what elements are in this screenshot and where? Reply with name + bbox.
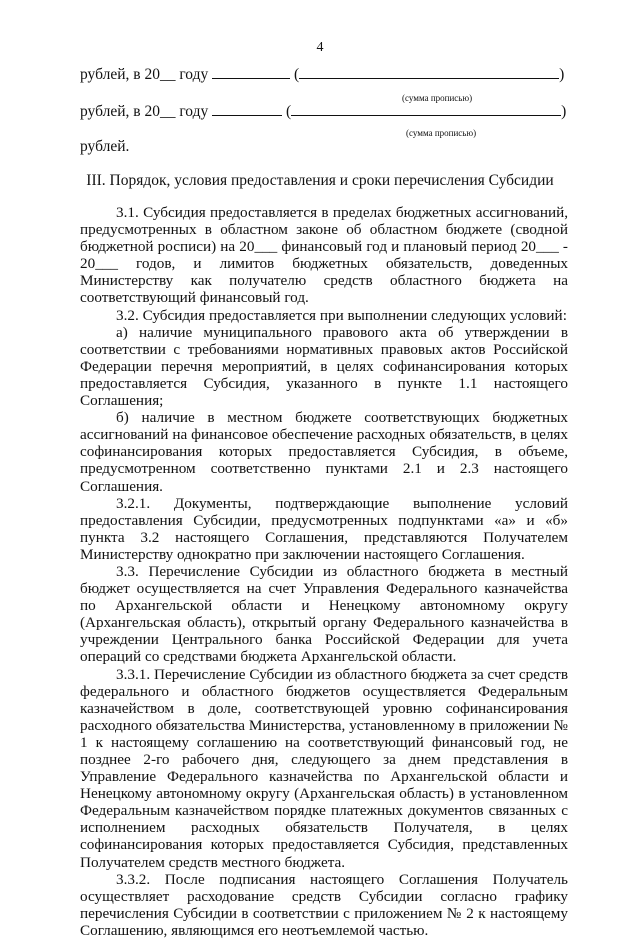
section-heading: III. Порядок, условия предоставления и сроки перечисления Субсидии [86,172,554,189]
amount-words-blank [299,66,559,79]
paragraph-3-1: 3.1. Субсидия предоставляется в пределах бюджетных ассигнований, предусмотренных в областном законе об областном бюджете (сводной бюджетной росписи) на 20___ финансовый год и плановый период 20___ - 20___ годов, и лимитов бюджетных обязательств, доведенных Министерству как получателю средств областного бюджета на соответствующий финансовый год. [80,204,568,307]
page-number: 4 [316,40,324,55]
open-paren: ( [293,66,300,83]
section-body [80,204,568,939]
open-paren: ( [285,103,292,120]
paragraph-3-2-a: а) наличие муниципального правового акта об утверждении в соответствии с требованиями нормативных правовых актов Российской Федерации перечня мероприятий, в целях софинансирования которых предоставляется Субсидия, указанного в пункте 1.1 настоящего Соглашения; [80,323,568,410]
close-paren: ) [561,103,567,120]
amount-words-blank [291,103,561,116]
amount-line-1 [80,66,564,84]
amount-line-prefix: рублей, в 20__ году [80,66,209,83]
paragraph-3-3: 3.3. Перечисление Субсидии из областного бюджета в местный бюджет осуществляется на счет Управления Федерального казначейства по Архангельской области и Ненецкому автономному округу (Архангельская область), открытый органу Федерального казначейства в учреждении Центрального банка Российской Федерации для учета операций со средствами бюджета Архангельской области. [80,562,568,666]
close-paren: ) [559,66,565,83]
amount-blank [212,66,290,79]
paragraph-3-2: 3.2. Субсидия предоставляется при выполнении следующих условий: [116,306,567,324]
paragraph-3-2-b: б) наличие в местном бюджете соответствующих бюджетных ассигнований на финансовое обеспечение расходных обязательств, в целях софинансирования которых предоставляется Субсидия, в объеме, предусмотренном соответственно пунктами 2.1 и 2.3 настоящего Соглашения. [80,409,568,495]
amount-blank [212,103,282,116]
rubles-end: рублей. [80,138,130,155]
amount-hint-1: (сумма прописью) [402,93,473,103]
paragraph-3-2-1: 3.2.1. Документы, подтверждающие выполнение условий предоставления Субсидии, предусмотренных подпунктами «а» и «б» пункта 3.2 настоящего Соглашения, представляются Получателем Министерству однократно при заключении настоящего Соглашения. [80,494,568,563]
amount-hint-2: (сумма прописью) [406,128,477,138]
paragraph-3-3-1: 3.3.1. Перечисление Субсидии из областного бюджета за счет средств федерального и областного бюджетов осуществляется Федеральным казначейством в доле, соответствующей уровню софинансирования расходного обязательства Министерства, установленному в приложении № 1 к настоящему соглашению на соответствующий финансовый год, не позднее 2-го рабочего дня, следующего за днем представления в Управление Федерального казначейства по Архангельской области и Ненецкому автономному округу (Архангельская область) в установленном Федеральным казначейством порядке платежных документов связанных с исполнением расходных обязательств Получателя, в целях софинансирования которых предоставляется Субсидия, представленных Получателем средств местного бюджета. [80,665,568,871]
paragraph-3-3-2: 3.3.2. После подписания настоящего Соглашения Получатель осуществляет расходование средств Субсидии согласно графику перечисления Субсидии в соответствии с приложением № 2 к настоящему Соглашению, являющимся его неотъемлемой частью. [80,870,568,939]
amount-line-2 [80,103,566,121]
amount-line-prefix: рублей, в 20__ году [80,103,209,120]
